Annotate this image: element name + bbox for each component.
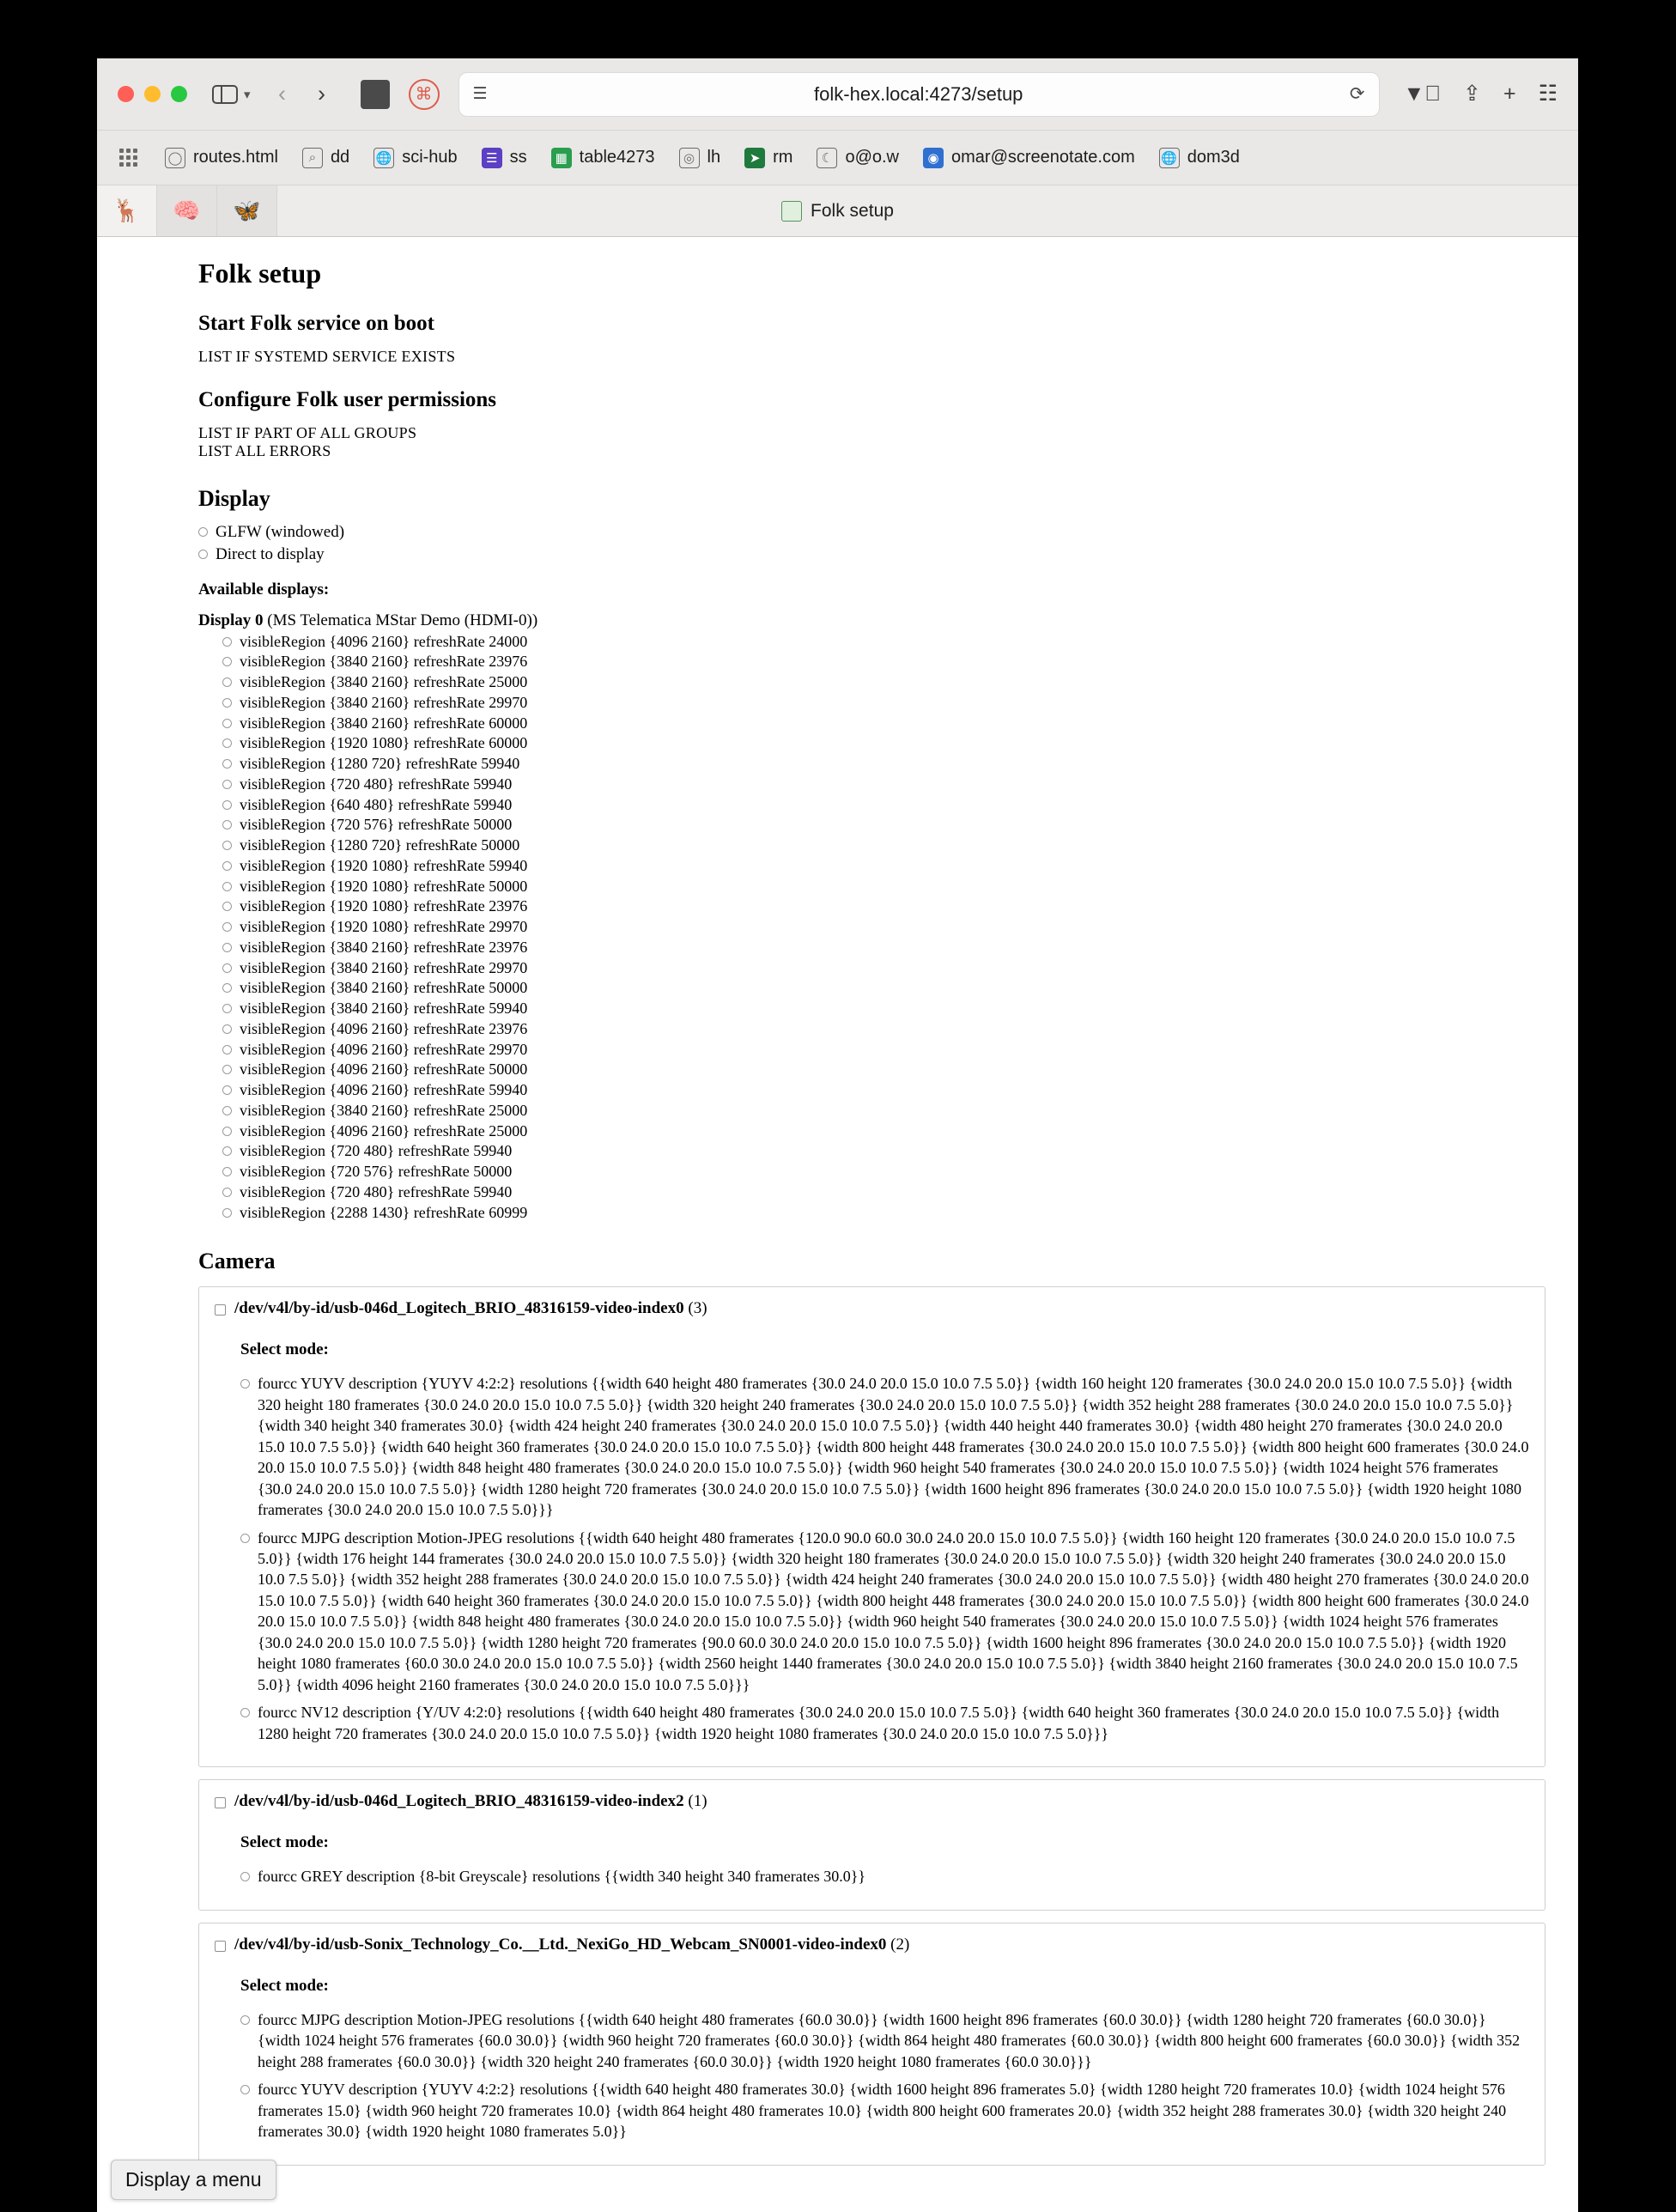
camera-format-row[interactable] bbox=[240, 1528, 1529, 1696]
camera-device-card bbox=[198, 1779, 1545, 1910]
display-mode-row[interactable] bbox=[222, 775, 1545, 795]
toolbar-actions bbox=[1404, 83, 1558, 105]
camera-device-count: (3) bbox=[688, 1299, 707, 1318]
chevron-down-icon[interactable]: ▾ bbox=[244, 87, 251, 102]
display-mode-row[interactable] bbox=[222, 693, 1545, 714]
camera-format-row[interactable] bbox=[240, 2009, 1529, 2072]
display-mode-row[interactable] bbox=[222, 714, 1545, 734]
radio-icon[interactable] bbox=[222, 1167, 232, 1176]
folk-document-icon bbox=[781, 201, 802, 222]
plus-icon[interactable]: + bbox=[1503, 82, 1516, 106]
bookmark-label: rm bbox=[773, 148, 793, 167]
available-displays-label: Available displays: bbox=[198, 580, 330, 599]
camera-format-row[interactable] bbox=[240, 1702, 1529, 1744]
radio-icon[interactable] bbox=[222, 738, 232, 748]
bookmark-label: omar@screenotate.com bbox=[951, 148, 1135, 167]
display-mode-label: visibleRegion {3840 2160} refreshRate 25000 bbox=[240, 1101, 528, 1119]
display-mode-label: visibleRegion {720 576} refreshRate 50000 bbox=[240, 1163, 513, 1180]
display-mode-label: visibleRegion {4096 2160} refreshRate 29970 bbox=[240, 1040, 528, 1058]
display-mode-label: visibleRegion {3840 2160} refreshRate 29970 bbox=[240, 693, 528, 711]
bookmark-label: lh bbox=[707, 148, 721, 167]
boot-line-1: LIST IF SYSTEMD SERVICE EXISTS bbox=[198, 348, 456, 365]
display-mode-row[interactable] bbox=[222, 856, 1545, 877]
display-mode-label: visibleRegion {640 480} refreshRate 59940 bbox=[240, 795, 513, 813]
minimize-window-button[interactable] bbox=[144, 86, 161, 102]
display-mode-label: visibleRegion {1920 1080} refreshRate 29970 bbox=[240, 918, 528, 935]
camera-format-row[interactable] bbox=[240, 1373, 1529, 1520]
camera-device-name: /dev/v4l/by-id/usb-046d_Logitech_BRIO_48316159-video-index0 bbox=[234, 1299, 684, 1318]
list-icon: ☰ bbox=[482, 148, 502, 168]
bookmark-sci-hub[interactable] bbox=[361, 143, 469, 173]
command-badge-icon[interactable]: ⌘ bbox=[409, 79, 440, 110]
display-mode-label: visibleRegion {1280 720} refreshRate 50000 bbox=[240, 836, 520, 854]
display-mode-row[interactable] bbox=[222, 733, 1545, 754]
folk-tab-butterfly[interactable]: 🦋 bbox=[217, 185, 277, 236]
display-mode-label: visibleRegion {1920 1080} refreshRate 50000 bbox=[240, 877, 528, 895]
bookmark-dd[interactable] bbox=[290, 143, 361, 173]
display-mode-row[interactable] bbox=[222, 999, 1545, 1019]
display-option-glfw[interactable] bbox=[198, 522, 1545, 543]
display-mode-label: visibleRegion {1280 720} refreshRate 59940 bbox=[240, 755, 520, 772]
radio-icon[interactable] bbox=[222, 861, 232, 871]
camera-device-name: /dev/v4l/by-id/usb-046d_Logitech_BRIO_48316159-video-index2 bbox=[234, 1792, 684, 1811]
display-option-direct[interactable] bbox=[198, 544, 1545, 565]
display-option-label: GLFW (windowed) bbox=[216, 523, 345, 541]
folk-page-title bbox=[97, 201, 1578, 222]
display-mode-label: visibleRegion {4096 2160} refreshRate 25000 bbox=[240, 1121, 528, 1139]
target-icon: ◎ bbox=[679, 148, 700, 168]
bookmark-omar-screenotate[interactable] bbox=[911, 143, 1147, 173]
reader-view-icon[interactable]: ☰ bbox=[472, 85, 488, 103]
display-mode-label: visibleRegion {3840 2160} refreshRate 50000 bbox=[240, 979, 528, 997]
search-icon: ⌕ bbox=[302, 148, 323, 168]
download-icon[interactable]: ▼⃝ bbox=[1403, 82, 1442, 106]
display-mode-label: visibleRegion {3840 2160} refreshRate 29970 bbox=[240, 958, 528, 976]
radio-icon[interactable] bbox=[222, 983, 232, 993]
display-0-name: Display 0 bbox=[198, 611, 264, 629]
bookmark-label: o@o.w bbox=[845, 148, 900, 167]
display-mode-list bbox=[222, 632, 1545, 1224]
page-title: Folk setup bbox=[198, 258, 322, 289]
url-text[interactable]: folk-hex.local:4273/setup bbox=[814, 82, 1023, 105]
bookmarks-bar bbox=[97, 131, 1578, 185]
select-mode-label: Select mode: bbox=[240, 1340, 329, 1359]
bookmark-label: dom3d bbox=[1187, 148, 1240, 167]
display-mode-row[interactable] bbox=[222, 1080, 1545, 1101]
camera-device-header[interactable] bbox=[215, 1792, 1529, 1811]
radio-icon[interactable] bbox=[222, 1065, 232, 1074]
display-mode-row[interactable] bbox=[222, 1101, 1545, 1121]
display-mode-label: visibleRegion {1920 1080} refreshRate 23976 bbox=[240, 897, 528, 915]
radio-icon[interactable] bbox=[222, 1085, 232, 1095]
display-mode-label: visibleRegion {720 480} refreshRate 59940 bbox=[240, 1182, 513, 1200]
bookmark-ss[interactable] bbox=[470, 143, 539, 173]
camera-format-label: fourcc MJPG description Motion-JPEG resolutions {{width 640 height 480 framerates {60.0 30.0}} {width 1600 height 896 framerates {60.0 30.0}} {width 1280 height 720 framerates {60.0 30.0}} {width 1024 height 576 framerates {60.0 30.0}} {width 960 height 720 framerates {60.0 30.0}} {width 864 height 480 framerates {60.0 30.0}} {width 800 height 600 framerates {60.0 30.0}} {width 352 height 288 framerates {60.0 30.0}} {width 320 height 240 framerates {60.0 30.0}} {width 1920 height 1080 framerates {60.0 30.0}}} bbox=[258, 2010, 1521, 2070]
display-mode-row[interactable] bbox=[222, 877, 1545, 897]
sidebar-icon[interactable] bbox=[208, 77, 242, 112]
display-mode-label: visibleRegion {4096 2160} refreshRate 23976 bbox=[240, 1019, 528, 1037]
tab-group-icon[interactable] bbox=[361, 80, 390, 109]
radio-icon[interactable] bbox=[240, 2015, 250, 2025]
radio-icon[interactable] bbox=[222, 882, 232, 891]
radio-icon[interactable] bbox=[240, 1872, 250, 1881]
camera-device-name: /dev/v4l/by-id/usb-Sonix_Technology_Co.__Ltd._NexiGo_HD_Webcam_SN0001-video-index0 bbox=[234, 1935, 887, 1954]
display-mode-row[interactable] bbox=[222, 1060, 1545, 1080]
camera-format-row[interactable] bbox=[240, 2079, 1529, 2142]
folk-tab-brain[interactable]: 🧠 bbox=[157, 185, 217, 236]
camera-format-row[interactable] bbox=[240, 1866, 1529, 1887]
camera-icon: ◉ bbox=[923, 148, 944, 168]
browser-toolbar bbox=[97, 58, 1578, 131]
display-mode-row[interactable] bbox=[222, 652, 1545, 672]
display-mode-row[interactable] bbox=[222, 958, 1545, 979]
back-arrow-icon[interactable]: ‹ bbox=[278, 81, 287, 106]
bookmark-label: dd bbox=[330, 148, 350, 167]
folk-tab-deer[interactable]: 🦌 bbox=[97, 185, 157, 236]
radio-icon[interactable] bbox=[222, 1024, 232, 1034]
display-mode-label: visibleRegion {4096 2160} refreshRate 50000 bbox=[240, 1060, 528, 1079]
display-mode-row[interactable] bbox=[222, 978, 1545, 999]
radio-icon[interactable] bbox=[222, 698, 232, 708]
radio-icon[interactable] bbox=[222, 922, 232, 932]
radio-icon[interactable] bbox=[222, 780, 232, 789]
display-mode-label: visibleRegion {720 576} refreshRate 50000 bbox=[240, 816, 513, 834]
display-mode-row[interactable] bbox=[222, 1019, 1545, 1040]
section-heading-boot: Start Folk service on boot bbox=[198, 312, 434, 335]
radio-icon[interactable] bbox=[222, 820, 232, 830]
display-mode-row[interactable] bbox=[222, 938, 1545, 958]
display-mode-label: visibleRegion {3840 2160} refreshRate 25000 bbox=[240, 673, 528, 690]
folk-title-text: Folk setup bbox=[811, 200, 894, 221]
radio-icon[interactable] bbox=[222, 678, 232, 687]
radio-icon[interactable] bbox=[222, 1146, 232, 1156]
camera-device-count: (2) bbox=[890, 1935, 910, 1954]
reload-icon[interactable]: ⟳ bbox=[1349, 84, 1365, 104]
display-mode-row[interactable] bbox=[222, 1162, 1545, 1182]
radio-icon[interactable] bbox=[222, 759, 232, 769]
display-mode-label: visibleRegion {720 480} refreshRate 59940 bbox=[240, 1142, 513, 1160]
display-mode-row[interactable] bbox=[222, 1040, 1545, 1060]
display-mode-row[interactable] bbox=[222, 1121, 1545, 1142]
radio-icon[interactable] bbox=[222, 1045, 232, 1054]
radio-icon[interactable] bbox=[222, 1004, 232, 1013]
radio-icon[interactable] bbox=[198, 527, 208, 537]
display-mode-label: visibleRegion {3840 2160} refreshRate 23976 bbox=[240, 938, 528, 956]
radio-icon[interactable] bbox=[222, 841, 232, 850]
table-icon: ▦ bbox=[551, 148, 572, 168]
window-controls bbox=[118, 86, 187, 102]
display-mode-row[interactable] bbox=[222, 795, 1545, 816]
camera-device-card bbox=[198, 1286, 1545, 1767]
bookmark-lh[interactable] bbox=[667, 143, 733, 173]
address-bar[interactable] bbox=[458, 72, 1380, 117]
page-content bbox=[97, 237, 1578, 2212]
display-mode-label: visibleRegion {1920 1080} refreshRate 60000 bbox=[240, 734, 528, 752]
radio-icon[interactable] bbox=[222, 943, 232, 952]
display-mode-row[interactable] bbox=[222, 754, 1545, 775]
display-mode-row[interactable] bbox=[222, 815, 1545, 836]
display-mode-label: visibleRegion {1920 1080} refreshRate 59940 bbox=[240, 856, 528, 874]
camera-format-label: fourcc YUYV description {YUYV 4:2:2} resolutions {{width 640 height 480 framerates {30.0 24.0 20.0 15.0 10.0 7.5 5.0}} {width 160 height 120 framerates {30.0 24.0 20.0 15.0 10.0 7.5 5.0}} {width 320 height 180 framerates {30.0 24.0 20.0 15.0 10.0 7.5 5.0}} {width 320 height 240 framerates {30.0 24.0 20.0 15.0 10.0 7.5 5.0}} {width 352 height 288 framerates {30.0 24.0 20.0 15.0 10.0 7.5 5.0}} {width 340 height 340 framerates 30.0} {width 424 height 240 framerates {30.0 24.0 20.0 15.0 10.0 7.5 5.0}} {width 440 height 440 framerates 30.0} {width 480 height 270 framerates {30.0 24.0 20.0 15.0 10.0 7.5 5.0}} {width 640 height 360 framerates {30.0 24.0 20.0 15.0 10.0 7.5 5.0}} {width 800 height 448 framerates {30.0 24.0 20.0 15.0 10.0 7.5 5.0}} {width 800 height 600 framerates {30.0 24.0 20.0 15.0 10.0 7.5 5.0}} {width 848 height 480 framerates {30.0 24.0 20.0 15.0 10.0 7.5 5.0}} {width 960 height 540 framerates {30.0 24.0 20.0 15.0 10.0 7.5 5.0}} {width 1024 height 576 framerates {30.0 24.0 20.0 15.0 10.0 7.5 5.0}} {width 1280 height 720 framerates {30.0 24.0 20.0 15.0 10.0 7.5 5.0}} {width 1600 height 896 framerates {30.0 24.0 20.0 15.0 10.0 7.5 5.0}} {width 1920 height 1080 framerates {30.0 24.0 20.0 15.0 10.0 7.5 5.0}}} bbox=[258, 1375, 1529, 1519]
radio-icon[interactable] bbox=[240, 2085, 250, 2094]
display-mode-row[interactable] bbox=[222, 836, 1545, 856]
browser-window bbox=[97, 58, 1578, 2191]
camera-device-header[interactable] bbox=[215, 1299, 1529, 1318]
tab-overview-icon[interactable]: ☷ bbox=[1538, 82, 1558, 106]
radio-icon[interactable] bbox=[240, 1534, 250, 1543]
camera-device-count: (1) bbox=[688, 1792, 707, 1811]
display-mode-label: visibleRegion {720 480} refreshRate 59940 bbox=[240, 775, 513, 793]
radio-icon[interactable] bbox=[240, 1379, 250, 1389]
radio-icon[interactable] bbox=[222, 1127, 232, 1136]
moon-icon: ☾ bbox=[817, 148, 837, 168]
camera-format-label: fourcc YUYV description {YUYV 4:2:2} resolutions {{width 640 height 480 framerates 30.0} {width 1600 height 896 framerates 5.0} {width 1280 height 720 framerates 10.0} {width 1024 height 576 framerates 15.0} {width 960 height 720 framerates 10.0} {width 864 height 480 framerates 10.0} {width 800 height 600 framerates 20.0} {width 352 height 288 framerates 30.0} {width 320 height 240 framerates 30.0} {width 1920 height 1080 framerates 5.0}} bbox=[258, 2081, 1507, 2141]
radio-icon[interactable] bbox=[222, 800, 232, 810]
section-heading-camera: Camera bbox=[198, 1249, 276, 1274]
display-mode-label: visibleRegion {3840 2160} refreshRate 59940 bbox=[240, 1000, 528, 1017]
globe-icon: 🌐 bbox=[1159, 148, 1180, 168]
maximize-window-button[interactable] bbox=[171, 86, 187, 102]
display-0-detail: (MS Telematica MStar Demo (HDMI-0)) bbox=[267, 611, 538, 629]
radio-icon[interactable] bbox=[222, 719, 232, 728]
radio-icon[interactable] bbox=[198, 550, 208, 559]
display-mode-label: visibleRegion {3840 2160} refreshRate 60000 bbox=[240, 714, 528, 732]
display-mode-label: visibleRegion {2288 1430} refreshRate 60999 bbox=[240, 1203, 528, 1221]
bookmark-rm[interactable] bbox=[732, 143, 805, 173]
camera-format-label: fourcc MJPG description Motion-JPEG resolutions {{width 640 height 480 framerates {120.0 90.0 60.0 30.0 24.0 20.0 15.0 10.0 7.5 5.0}} {width 160 height 120 framerates {30.0 24.0 20.0 15.0 10.0 7.5 5.0}} {width 176 height 144 framerates {30.0 24.0 20.0 15.0 10.0 7.5 5.0}} {width 320 height 180 framerates {30.0 24.0 20.0 15.0 10.0 7.5 5.0}} {width 320 height 240 framerates {30.0 24.0 20.0 15.0 10.0 7.5 5.0}} {width 352 height 288 framerates {30.0 24.0 20.0 15.0 10.0 7.5 5.0}} {width 424 height 240 framerates {30.0 24.0 20.0 15.0 10.0 7.5 5.0}} {width 480 height 270 framerates {30.0 24.0 20.0 15.0 10.0 7.5 5.0}} {width 640 height 360 framerates {30.0 24.0 20.0 15.0 10.0 7.5 5.0}} {width 800 height 448 framerates {30.0 24.0 20.0 15.0 10.0 7.5 5.0}} {width 800 height 600 framerates {30.0 24.0 20.0 15.0 10.0 7.5 5.0}} {width 848 height 480 framerates {30.0 24.0 20.0 15.0 10.0 7.5 5.0}} {width 960 height 540 framerates {30.0 24.0 20.0 15.0 10.0 7.5 5.0}} {width 1024 height 576 framerates {30.0 24.0 20.0 15.0 10.0 7.5 5.0}} {width 1280 height 720 framerates {90.0 60.0 30.0 24.0 20.0 15.0 10.0 7.5 5.0}} {width 1600 height 896 framerates {30.0 24.0 20.0 15.0 10.0 7.5 5.0}} {width 1920 height 1080 framerates {60.0 30.0 24.0 20.0 15.0 10.0 7.5 5.0}} {width 2560 height 1440 framerates {30.0 24.0 20.0 15.0 10.0 7.5 5.0}} {width 3840 height 2160 framerates {30.0 24.0 20.0 15.0 10.0 7.5 5.0}} {width 4096 height 2160 framerates {30.0 24.0 20.0 15.0 10.0 7.5 5.0}}} bbox=[258, 1528, 1529, 1693]
display-mode-row[interactable] bbox=[222, 917, 1545, 938]
permissions-line-2: LIST ALL ERRORS bbox=[198, 442, 331, 459]
share-icon[interactable]: ⇪ bbox=[1463, 82, 1481, 106]
camera-format-label: fourcc NV12 description {Y/UV 4:2:0} resolutions {{width 640 height 480 framerates {30.0 24.0 20.0 15.0 10.0 7.5 5.0}} {width 640 height 360 framerates {30.0 24.0 20.0 15.0 10.0 7.5 5.0}} {width 1280 height 720 framerates {30.0 24.0 20.0 15.0 10.0 7.5 5.0}} {width 1920 height 1080 framerates {30.0 24.0 20.0 15.0 10.0 7.5 5.0}}} bbox=[258, 1704, 1500, 1742]
display-mode-label: visibleRegion {4096 2160} refreshRate 24000 bbox=[240, 632, 528, 650]
radio-icon[interactable] bbox=[222, 963, 232, 973]
bookmark-label: ss bbox=[509, 148, 527, 167]
send-icon: ➤ bbox=[744, 148, 765, 168]
folk-tab-strip bbox=[97, 185, 1578, 237]
camera-device-card bbox=[198, 1923, 1545, 2166]
forward-arrow-icon[interactable]: › bbox=[318, 81, 326, 106]
permissions-line-1: LIST IF PART OF ALL GROUPS bbox=[198, 424, 417, 441]
bookmark-routes-html[interactable] bbox=[153, 143, 290, 173]
radio-icon[interactable] bbox=[222, 637, 232, 647]
section-heading-permissions: Configure Folk user permissions bbox=[198, 388, 497, 411]
radio-icon[interactable] bbox=[222, 1208, 232, 1218]
checkbox-icon[interactable] bbox=[215, 1941, 226, 1952]
bookmark-label: routes.html bbox=[193, 148, 278, 167]
section-heading-display: Display bbox=[198, 486, 270, 511]
bookmark-table4273[interactable] bbox=[539, 143, 667, 173]
display-0-header bbox=[198, 611, 1545, 630]
bookmark-dom3d[interactable] bbox=[1147, 143, 1252, 173]
compass-icon: ◯ bbox=[165, 148, 185, 168]
camera-device-header[interactable] bbox=[215, 1936, 1529, 1954]
select-mode-label: Select mode: bbox=[240, 1833, 329, 1852]
display-mode-row[interactable] bbox=[222, 896, 1545, 917]
radio-icon[interactable] bbox=[240, 1708, 250, 1717]
checkbox-icon[interactable] bbox=[215, 1797, 226, 1808]
display-mode-row[interactable] bbox=[222, 1182, 1545, 1203]
display-option-label: Direct to display bbox=[216, 544, 325, 563]
display-mode-label: visibleRegion {3840 2160} refreshRate 23976 bbox=[240, 653, 528, 671]
bookmark-o-at-o-w[interactable] bbox=[805, 143, 911, 173]
bookmark-label: table4273 bbox=[579, 148, 655, 167]
display-mode-row[interactable] bbox=[222, 632, 1545, 653]
radio-icon[interactable] bbox=[222, 657, 232, 666]
display-mode-row[interactable] bbox=[222, 1141, 1545, 1162]
radio-icon[interactable] bbox=[222, 1188, 232, 1197]
display-mode-row[interactable] bbox=[222, 672, 1545, 693]
display-mode-label: visibleRegion {4096 2160} refreshRate 59940 bbox=[240, 1081, 528, 1098]
radio-icon[interactable] bbox=[222, 1106, 232, 1115]
radio-icon[interactable] bbox=[222, 902, 232, 911]
camera-format-label: fourcc GREY description {8-bit Greyscale} resolutions {{width 340 height 340 framerates 30.0}} bbox=[258, 1868, 866, 1886]
bookmark-label: sci-hub bbox=[402, 148, 458, 167]
status-popup: Display a menu bbox=[111, 2160, 276, 2200]
display-mode-row[interactable] bbox=[222, 1203, 1545, 1224]
apps-grid-icon[interactable] bbox=[119, 149, 137, 167]
globe-icon: 🌐 bbox=[373, 148, 394, 168]
checkbox-icon[interactable] bbox=[215, 1304, 226, 1316]
select-mode-label: Select mode: bbox=[240, 1976, 329, 1995]
close-window-button[interactable] bbox=[118, 86, 134, 102]
